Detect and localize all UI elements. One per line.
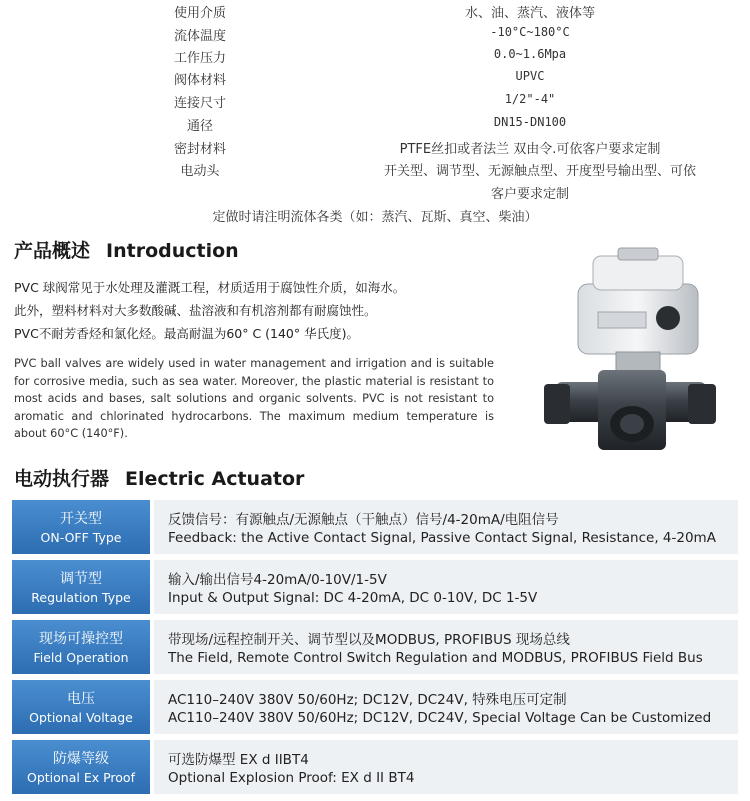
actuator-table xyxy=(12,500,738,796)
actuator-row-detail xyxy=(154,680,738,734)
actuator-type-en: Field Operation xyxy=(33,650,129,665)
spec-row xyxy=(0,25,750,47)
actuator-row-detail xyxy=(154,620,738,674)
spec-label: 电动头 xyxy=(180,164,220,179)
actuator-row xyxy=(12,560,738,614)
intro-cn-line: PVC不耐芳香烃和氯化烃。最高耐温为60° C (140° 华氏度)。 xyxy=(14,326,359,341)
intro-title-en: Introduction xyxy=(106,240,239,262)
electric-ball-valve-image xyxy=(538,244,723,459)
actuator-type-cn: 防爆等级 xyxy=(53,751,109,767)
spec-value: 1/2"-4" xyxy=(504,92,556,106)
spec-row xyxy=(0,160,750,182)
spec-row xyxy=(0,138,750,160)
spec-label: 工作压力 xyxy=(173,51,226,66)
spec-label: 通径 xyxy=(186,119,213,134)
actuator-row-detail xyxy=(154,560,738,614)
actuator-detail-cn: 可选防爆型 EX d IIBT4 xyxy=(168,752,309,768)
actuator-row-header xyxy=(12,500,150,554)
actuator-detail-en: AC110–240V 380V 50/60Hz; DC12V, DC24V, Special Voltage Can be Customized xyxy=(168,710,712,726)
spec-value: 0.0~1.6Mpa xyxy=(493,47,567,61)
intro-cn-line: PVC 球阀常见于水处理及灌溉工程，材质适用于腐蚀性介质，如海水。 xyxy=(14,280,406,295)
intro-title-cn: 产品概述 xyxy=(14,240,91,262)
spec-row xyxy=(0,92,750,114)
actuator-row-header xyxy=(12,620,150,674)
actuator-title-cn: 电动执行器 xyxy=(14,468,110,490)
actuator-detail-cn: 带现场/远程控制开关、调节型以及MODBUS, PROFIBUS 现场总线 xyxy=(168,632,570,648)
actuator-type-en: ON-OFF Type xyxy=(40,530,122,545)
spec-row xyxy=(0,183,750,205)
actuator-row xyxy=(12,740,738,794)
actuator-detail-cn: 输入/输出信号4-20mA/0-10V/1-5V xyxy=(168,572,387,588)
actuator-detail-en: Input & Output Signal: DC 4-20mA, DC 0-10V, DC 1-5V xyxy=(168,590,538,606)
actuator-row xyxy=(12,500,738,554)
actuator-type-en: Regulation Type xyxy=(31,590,131,605)
actuator-detail-en: Optional Explosion Proof: EX d II BT4 xyxy=(168,770,415,786)
actuator-row-detail xyxy=(154,500,738,554)
spec-value: 水、油、蒸汽、液体等 xyxy=(464,6,595,21)
spec-row xyxy=(0,69,750,91)
actuator-row xyxy=(12,680,738,734)
spec-row xyxy=(0,115,750,137)
spec-label: 密封材料 xyxy=(173,142,226,157)
intro-cn-line: 此外，塑料材料对大多数酸碱、盐溶液和有机溶剂都有耐腐蚀性。 xyxy=(14,303,377,318)
actuator-detail-cn: AC110–240V 380V 50/60Hz; DC12V, DC24V, 特殊电压可定制 xyxy=(168,692,567,708)
actuator-title-en: Electric Actuator xyxy=(125,468,305,490)
intro-heading xyxy=(14,236,239,263)
spec-value: 开关型、调节型、无源触点型、开度型号输出型、可依 xyxy=(383,164,696,179)
actuator-heading xyxy=(14,464,304,491)
spec-value: DN15-DN100 xyxy=(493,115,567,129)
actuator-row-header xyxy=(12,740,150,794)
actuator-row-detail xyxy=(154,740,738,794)
actuator-detail-en: Feedback: the Active Contact Signal, Passive Contact Signal, Resistance, 4-20mA xyxy=(168,530,716,546)
actuator-detail-cn: 反馈信号：有源触点/无源触点（干触点）信号/4-20mA/电阻信号 xyxy=(168,512,559,528)
spec-row xyxy=(0,2,750,24)
actuator-type-en: Optional Ex Proof xyxy=(27,770,135,785)
spec-label: 阀体材料 xyxy=(173,73,226,88)
actuator-row xyxy=(12,620,738,674)
actuator-detail-en: The Field, Remote Control Switch Regulation and MODBUS, PROFIBUS Field Bus xyxy=(168,650,703,666)
spec-value: -10°C~180°C xyxy=(490,25,570,39)
actuator-row-header xyxy=(12,560,150,614)
actuator-row-header xyxy=(12,680,150,734)
spec-value: PTFE丝扣或者法兰 双由令.可依客户要求定制 xyxy=(399,142,661,157)
spec-row xyxy=(0,47,750,69)
spec-label: 使用介质 xyxy=(173,6,226,21)
spec-value: UPVC xyxy=(515,69,545,83)
spec-label: 连接尺寸 xyxy=(173,96,226,111)
spec-label: 流体温度 xyxy=(173,29,226,44)
actuator-type-cn: 电压 xyxy=(67,691,95,707)
intro-en-text: PVC ball valves are widely used in water management and irrigation and is suitable for corrosive media, such as sea water. Moreover, the plastic material is resistant to most acids and bases, salt solutions and organic solvents. PVC is not resistant to aromatic and chlorinated hydrocarbons. The maximum medium temperature is about 60°C (140°F). xyxy=(14,357,494,440)
actuator-type-cn: 开关型 xyxy=(60,511,102,527)
actuator-type-cn: 现场可操控型 xyxy=(39,631,123,647)
actuator-type-en: Optional Voltage xyxy=(29,710,133,725)
actuator-type-cn: 调节型 xyxy=(60,571,102,587)
order-note: 定做时请注明流体各类（如：蒸汽、瓦斯、真空、柴油） xyxy=(212,210,538,225)
spec-value-continued: 客户要求定制 xyxy=(490,187,569,202)
